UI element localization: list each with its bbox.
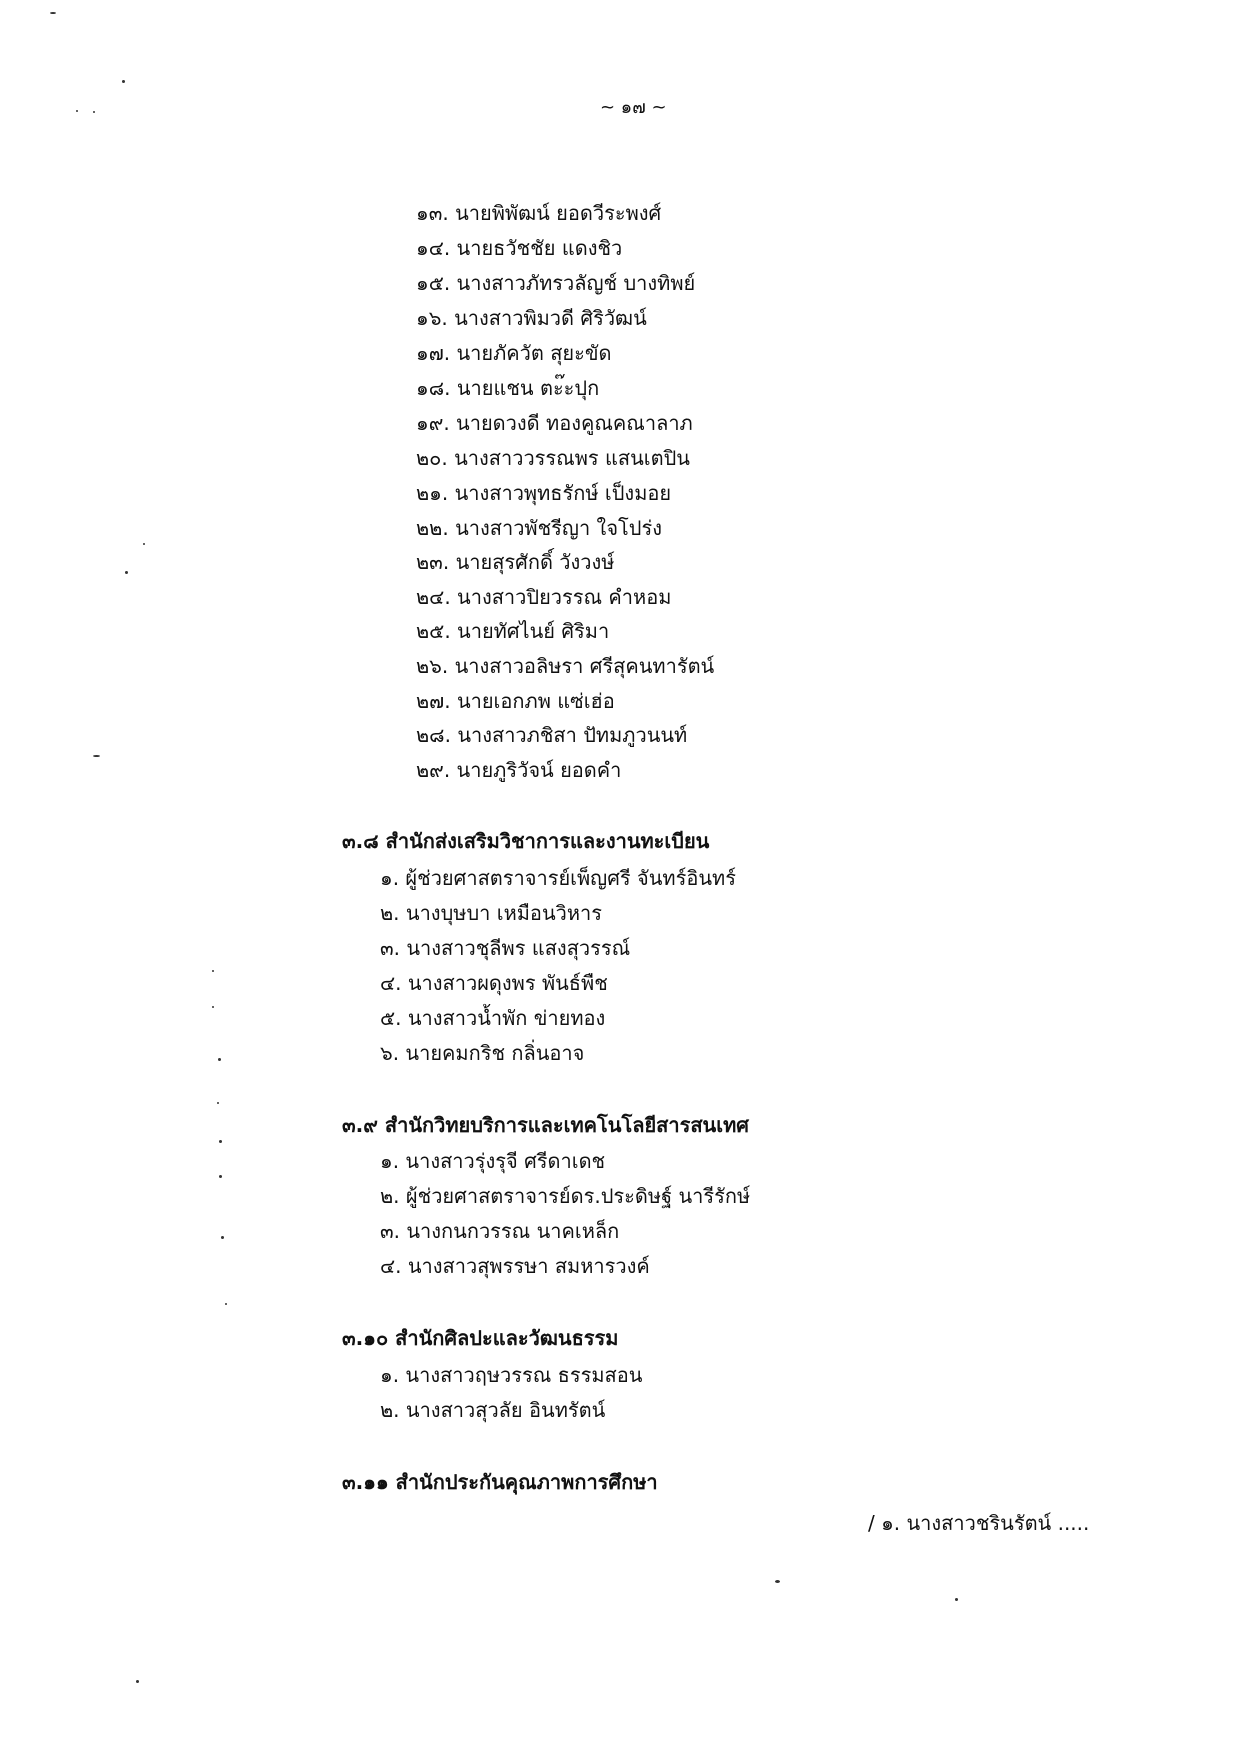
list-item: ๒๗. นายเอกภพ แซ่เฮ่อ	[416, 689, 615, 713]
page-number: ~ ๑๗ ~	[600, 97, 667, 118]
scan-speck	[219, 1140, 222, 1143]
list-item: ๑๕. นางสาวภัทรวลัญช์ บางทิพย์	[416, 271, 696, 295]
scan-speck	[775, 1580, 780, 1583]
scan-speck	[93, 111, 95, 113]
scan-speck	[143, 543, 145, 545]
scan-speck	[122, 80, 125, 83]
list-item: ๑๖. นางสาวพิมวดี ศิริวัฒน์	[416, 306, 647, 330]
list-item: ๒. นางสาวสุวลัย อินทรัตน์	[380, 1398, 606, 1422]
list-item: ๑. นางสาวรุ่งรุจี ศรีดาเดช	[380, 1149, 606, 1173]
list-item: ๒. นางบุษบา เหมือนวิหาร	[380, 901, 603, 925]
list-item: ๓. นางกนกวรรณ นาคเหล็ก	[380, 1219, 620, 1243]
section-heading: ๓.๑๐ สำนักศิลปะและวัฒนธรรม	[342, 1326, 619, 1350]
list-item: ๒๔. นางสาวปิยวรรณ คำหอม	[416, 585, 672, 609]
scan-speck	[93, 755, 100, 757]
scan-speck	[212, 970, 214, 972]
scan-speck	[217, 1102, 219, 1104]
list-item: ๒๒. นางสาวพัชรีญา ใจโปร่ง	[416, 516, 662, 540]
list-item: ๖. นายคมกริช กลิ่นอาจ	[380, 1041, 585, 1065]
list-item: ๒๕. นายทัศไนย์ ศิริมา	[416, 619, 610, 643]
list-item: ๒๐. นางสาววรรณพร แสนเตปิน	[416, 446, 690, 470]
list-item: ๔. นางสาวสุพรรษา สมหารวงค์	[380, 1254, 650, 1278]
list-item: ๑๔. นายธวัชชัย แดงชิว	[416, 236, 623, 260]
list-item: ๒๘. นางสาวภชิสา ปัทมภูวนนท์	[416, 723, 688, 747]
list-item: ๑. ผู้ช่วยศาสตราจารย์เพ็ญศรี จันทร์อินทร์	[380, 866, 736, 890]
scan-speck	[219, 1175, 222, 1178]
list-item: ๒๖. นางสาวอลิษรา ศรีสุคนทารัตน์	[416, 654, 715, 678]
scan-speck	[212, 1006, 214, 1008]
list-item: ๑. นางสาวฤษวรรณ ธรรมสอน	[380, 1363, 643, 1387]
list-item: ๒๓. นายสุรศักดิ์ วังวงษ์	[416, 550, 615, 574]
list-item: ๒๑. นางสาวพุทธรักษ์ เป็งมอย	[416, 481, 672, 505]
scan-speck	[955, 1598, 958, 1601]
scan-speck	[218, 1058, 221, 1061]
list-item: ๒. ผู้ช่วยศาสตราจารย์ดร.ประดิษฐ์ นารีรักษ์	[380, 1184, 751, 1208]
section-heading: ๓.๘ สำนักส่งเสริมวิชาการและงานทะเบียน	[342, 829, 710, 853]
list-item: ๕. นางสาวน้ำพัก ข่ายทอง	[380, 1006, 606, 1030]
list-item: ๑๙. นายดวงดี ทองคูณคณาลาภ	[416, 411, 693, 435]
list-item: ๔. นางสาวผดุงพร พันธ์พืช	[380, 971, 608, 995]
list-item: ๒๙. นายภูริวัจน์ ยอดคำ	[416, 758, 622, 782]
scan-speck	[76, 110, 78, 112]
list-item: ๑๓. นายพิพัฒน์ ยอดวีระพงศ์	[416, 201, 662, 225]
section-heading: ๓.๑๑ สำนักประกันคุณภาพการศึกษา	[342, 1470, 658, 1494]
scan-speck	[125, 571, 128, 574]
section-heading: ๓.๙ สำนักวิทยบริการและเทคโนโลยีสารสนเทศ	[342, 1113, 749, 1137]
scan-speck	[221, 1236, 224, 1239]
scan-speck	[136, 1680, 139, 1683]
continuation-note: / ๑. นางสาวชรินรัตน์ .....	[868, 1511, 1090, 1535]
list-item: ๑๘. นายแชน ตะ๊ะปุก	[416, 376, 600, 400]
list-item: ๑๗. นายภัควัต สุยะขัด	[416, 341, 612, 365]
scan-speck	[50, 12, 56, 14]
list-item: ๓. นางสาวชุลีพร แสงสุวรรณ์	[380, 936, 631, 960]
scan-speck	[225, 1303, 227, 1305]
